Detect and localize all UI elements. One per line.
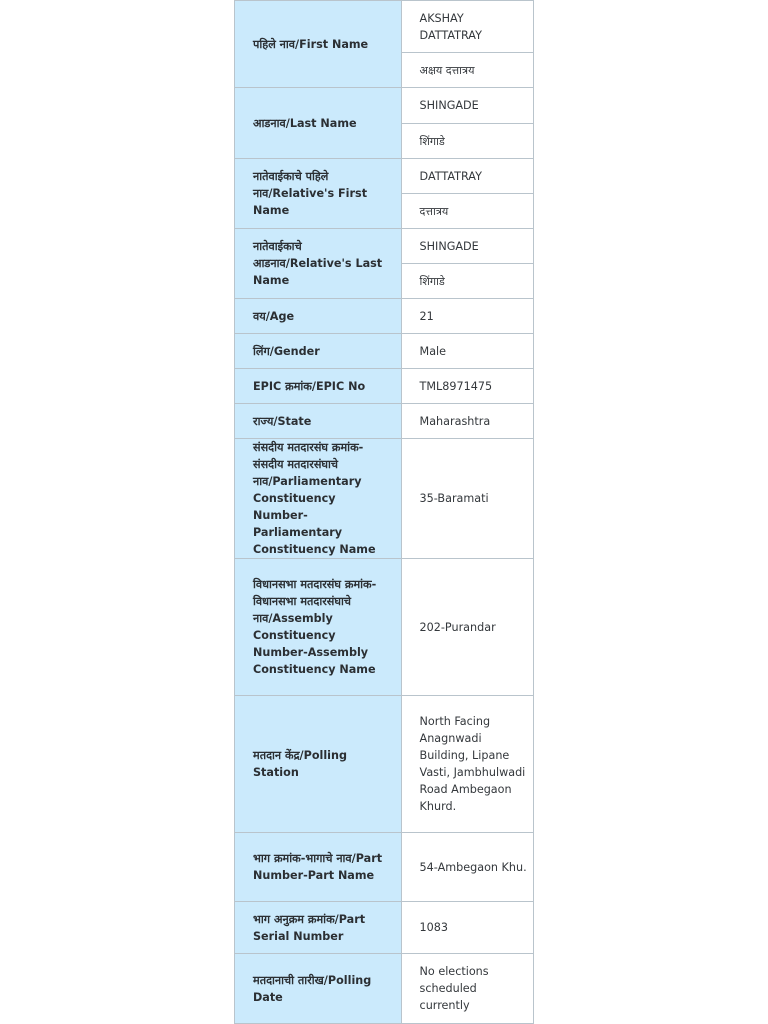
age-label: वय/Age (235, 299, 402, 334)
last-name-value: SHINGADE (401, 88, 533, 124)
parliamentary-constituency-value: 35-Baramati (401, 439, 533, 559)
voter-details-table (234, 0, 534, 1024)
gender-value: Male (401, 334, 533, 369)
state-label: राज्य/State (235, 404, 402, 439)
table-row (235, 229, 534, 264)
table-row (235, 404, 534, 439)
last-name-label: आडनाव/Last Name (235, 88, 402, 159)
table-row (235, 833, 534, 902)
parliamentary-constituency-label: संसदीय मतदारसंघ क्रमांक-संसदीय मतदारसंघाचे नाव/Parliamentary Constituency Number-Parliamentary Constituency Name (235, 439, 402, 559)
table-row (235, 696, 534, 833)
epic-no-value: TML8971475 (401, 369, 533, 404)
polling-station-label: मतदान केंद्र/Polling Station (235, 696, 402, 833)
gender-label: लिंग/Gender (235, 334, 402, 369)
table-row (235, 954, 534, 1024)
age-value: 21 (401, 299, 533, 334)
epic-no-label: EPIC क्रमांक/EPIC No (235, 369, 402, 404)
table-row (235, 299, 534, 334)
state-value: Maharashtra (401, 404, 533, 439)
relative-first-name-value: DATTATRAY (401, 159, 533, 194)
relative-first-name-label: नातेवाईकाचे पहिले नाव/Relative's First Name (235, 159, 402, 229)
table-row (235, 902, 534, 954)
table-row (235, 439, 534, 559)
table-row (235, 334, 534, 369)
assembly-constituency-value: 202-Purandar (401, 559, 533, 696)
table-row (235, 1, 534, 53)
first-name-value: AKSHAY DATTATRAY (401, 1, 533, 53)
first-name-label: पहिले नाव/First Name (235, 1, 402, 88)
relative-last-name-label: नातेवाईकाचे आडनाव/Relative's Last Name (235, 229, 402, 299)
table-row (235, 88, 534, 124)
relative-first-name-value-marathi: दत्तात्रय (401, 194, 533, 229)
polling-date-value: No elections scheduled currently (401, 954, 533, 1024)
part-number-value: 54-Ambegaon Khu. (401, 833, 533, 902)
part-number-label: भाग क्रमांक-भागाचे नाव/Part Number-Part Name (235, 833, 402, 902)
table-row (235, 559, 534, 696)
table-row (235, 369, 534, 404)
table-row (235, 159, 534, 194)
relative-last-name-value: SHINGADE (401, 229, 533, 264)
polling-station-value: North Facing Anagnwadi Building, Lipane Vasti, Jambhulwadi Road Ambegaon Khurd. (401, 696, 533, 833)
last-name-value-marathi: शिंगाडे (401, 124, 533, 159)
first-name-value-marathi: अक्षय दत्तात्रय (401, 53, 533, 88)
relative-last-name-value-marathi: शिंगाडे (401, 264, 533, 299)
assembly-constituency-label: विधानसभा मतदारसंघ क्रमांक-विधानसभा मतदारसंघाचे नाव/Assembly Constituency Number-Assembly Constituency Name (235, 559, 402, 696)
polling-date-label: मतदानाची तारीख/Polling Date (235, 954, 402, 1024)
part-serial-number-label: भाग अनुक्रम क्रमांक/Part Serial Number (235, 902, 402, 954)
part-serial-number-value: 1083 (401, 902, 533, 954)
